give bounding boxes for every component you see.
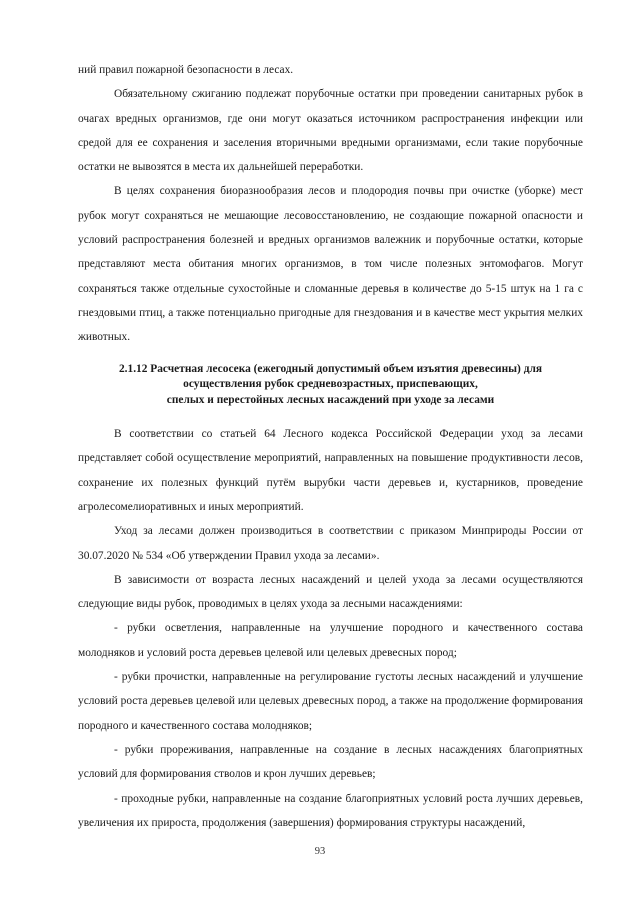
list-item-cleaning: - рубки прочистки, направленные на регулирование густоты лесных насаждений и улучшение условий роста деревьев целевой или целевых древесных пород, а также на продолжение формирования породного и качественного состава молодняков;: [78, 671, 583, 732]
paragraph-burning-residues: Обязательному сжиганию подлежат порубочные остатки при проведении санитарных рубок в очагах вредных организмов, где они могут оказаться источником распространения инфекции или средой для ее сохранения и заселения вторичными вредными организмами, если такие порубочные остатки не вывозятся в места их дальнейшей переработки.: [78, 88, 583, 174]
paragraph-biodiversity: В целях сохранения биоразнообразия лесов и плодородия почвы при очистке (уборке) мест рубок могут сохраняться не мешающие лесовосстановлению, не создающие пожарной опасности и условий распространения болезней и вредных организмов валежник и порубочные остатки, которые представляют места обитания многих организмов, в том числе полезных энтомофагов. Могут сохраняться также отдельные сухостойные и сломанные деревья в количестве до 5-15 штук на 1 га с гнездовыми птиц, а также потенциально пригодные для гнездования и в качестве мест укрытия мелких животных.: [78, 185, 583, 344]
section-heading-line-1: 2.1.12 Расчетная лесосека (ежегодный допустимый объем изъятия древесины) для: [118, 362, 543, 375]
section-heading-line-2: осуществления рубок средневозрастных, приспевающих,: [183, 378, 478, 391]
list-item-passage-felling: - проходные рубки, направленные на создание благоприятных условий роста лучших деревьев, увеличения их прироста, продолжения (завершения) формирования структуры насаждений,: [78, 792, 583, 829]
paragraph-felling-types-intro: В зависимости от возраста лесных насаждений и целей ухода за лесами осуществляются следующие виды рубок, проводимых в целях ухода за лесными насаждениями:: [78, 573, 583, 611]
list-item-thinning: - рубки прореживания, направленные на создание в лесных насаждениях благоприятных условий для формирования стволов и крон лучших деревьев;: [78, 743, 583, 781]
paragraph-order-reference: Уход за лесами должен производиться в соответствии с приказом Минприроды России от 30.07.2020 № 534 «Об утверждении Правил ухода за лесами».: [78, 525, 583, 562]
section-heading: [78, 362, 583, 409]
list-item-lightening: - рубки осветления, направленные на улучшение породного и качественного состава молодняков и условий роста деревьев целевой или целевых древесных пород;: [78, 622, 583, 659]
paragraph-forest-code: В соответствии со статьей 64 Лесного кодекса Российской Федерации уход за лесами представляет собой осуществление мероприятий, направленных на повышение продуктивности лесов, сохранение их полезных функций путём вырубки части деревьев и, кустарников, проведение агролесомелиоративных и иных мероприятий.: [78, 428, 583, 513]
section-heading-line-3: спелых и перестойных лесных насаждений при уходе за лесами: [166, 393, 495, 406]
page-number: 93: [314, 846, 326, 857]
paragraph-continuation: ний правил пожарной безопасности в лесах.: [78, 64, 294, 76]
